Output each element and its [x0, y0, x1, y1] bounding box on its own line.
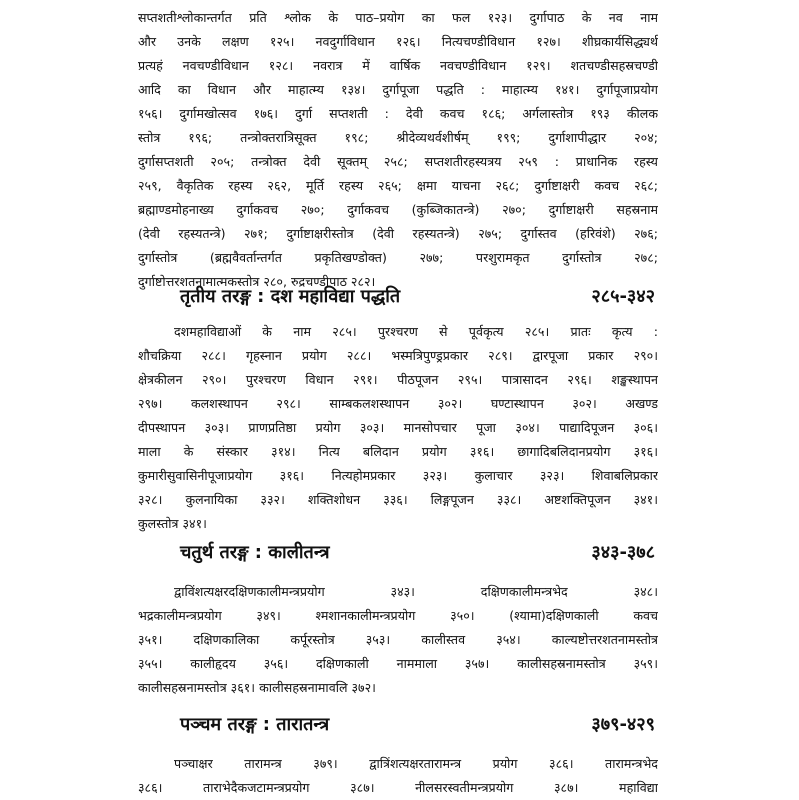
- section-heading: [180, 540, 655, 568]
- page-range: ३७९-४२९: [591, 714, 655, 735]
- text-line: द्वाविंशत्यक्षरदक्षिणकालीमन्त्रप्रयोग ३४३। दक्षिणकालीमन्त्रभेद ३४८।: [174, 584, 658, 599]
- text-line: स्तोत्र १९६; तन्त्रोक्तरात्रिसूक्त १९८; श्रीदेव्यथर्वशीर्षम् १९९; दुर्गाशापीद्धार २०४;: [138, 130, 658, 145]
- text-line: सप्तशतीश्लोकान्तर्गत प्रति श्लोक के पाठ–प्रयोग का फल १२३। दुर्गापाठ के नव नाम: [138, 10, 658, 25]
- text-line: पञ्चाक्षर तारामन्त्र ३७९। द्वात्रिंशत्यक्षरतारामन्त्र प्रयोग ३८६। तारामन्त्रभेद: [174, 756, 658, 771]
- page-range: ३४३-३७८: [591, 542, 655, 563]
- text-line: २९७। कलशस्थापन २९८। साम्बकलशस्थापन ३०२। घण्टास्थापन ३०२। अखण्ड: [138, 396, 658, 411]
- text-line: दुर्गाष्टोत्तरशतनामात्मकस्तोत्र २८०, रुद्रचण्डीपाठ २८२।: [138, 274, 376, 289]
- text-line: दशमहाविद्याओं के नाम २८५। पुरश्चरण से पूर्वकृत्य २८५। प्रातः कृत्य :: [174, 324, 658, 339]
- text-line: शौचक्रिया २८८। गृहस्नान प्रयोग २८८। भस्मत्रिपुण्ड्रप्रकार २८९। द्वारपूजा प्रकार २९०।: [138, 348, 658, 363]
- text-line: ३५५। कालीहृदय ३५६। दक्षिणकाली नाममाला ३५७। कालीसहस्रनामस्तोत्र ३५९।: [138, 656, 658, 671]
- page-range: २८५-३४२: [591, 286, 655, 307]
- section-title: पञ्चम तरङ्ग : तारातन्त्र: [180, 714, 330, 735]
- text-line: प्रत्यहं नवचण्डीविधान १२८। नवरात्र में वार्षिक नवचण्डीविधान १२९। शतचण्डीसहस्रचण्डी: [138, 58, 658, 73]
- text-line: ब्रह्माण्डमोहनाख्य दुर्गाकवच २७०; दुर्गाकवच (कुब्जिकातन्त्रे) २७०; दुर्गाष्टाक्षरी सहस्रनाम: [138, 202, 658, 217]
- text-line: दीपस्थापन ३०३। प्राणप्रतिष्ठा प्रयोग ३०३। मानसोपचार पूजा ३०४। पाद्यादिपूजन ३०६।: [138, 420, 658, 435]
- text-line: ३८६। ताराभेदैकजटामन्त्रप्रयोग ३८७। नीलसरस्वतीमन्त्रप्रयोग ३८७। महाविद्या: [138, 780, 658, 795]
- text-line: आदि का विधान और माहात्म्य १३४। दुर्गापूजा पद्धति : माहात्म्य १४१। दुर्गापूजाप्रयोग: [138, 82, 658, 97]
- text-line: कुमारीसुवासिनीपूजाप्रयोग ३१६। नित्यहोमप्रकार ३२३। कुलाचार ३२३। शिवाबलिप्रकार: [138, 468, 658, 483]
- text-line: माला के संस्कार ३१४। नित्य बलिदान प्रयोग ३१६। छागादिबलिदानप्रयोग ३१६।: [138, 444, 658, 459]
- section-4-text: [138, 580, 658, 700]
- text-line: कालीसहस्रनामस्तोत्र ३६१। कालीसहस्रनामावलि ३७२।: [138, 680, 376, 695]
- text-line: भद्रकालीमन्त्रप्रयोग ३४९। श्मशानकालीमन्त्रप्रयोग ३५०। (श्यामा)दक्षिणकाली कवच: [138, 608, 658, 623]
- section-heading: [180, 712, 655, 740]
- text-line: कुलस्तोत्र ३४१।: [138, 516, 207, 531]
- section-title: तृतीय तरङ्ग : दश महाविद्या पद्धति: [180, 286, 401, 307]
- text-line: और उनके लक्षण १२५। नवदुर्गाविधान १२६। नित्यचण्डीविधान १२७। शीघ्रकार्यसिद्ध्यर्थ: [138, 34, 658, 49]
- section-top-text: [138, 6, 658, 294]
- text-line: (देवी रहस्यतन्त्रे) २७१; दुर्गाष्टाक्षरीस्तोत्र (देवी रहस्यतन्त्रे) २७५; दुर्गास्तव (हरिवंशे) २७६;: [138, 226, 658, 241]
- text-line: २५९, वैकृतिक रहस्य २६२, मूर्ति रहस्य २६५; क्षमा याचना २६८; दुर्गाष्टाक्षरी कवच २६८;: [138, 178, 658, 193]
- section-title: चतुर्थ तरङ्ग : कालीतन्त्र: [180, 542, 330, 563]
- section-heading: [180, 284, 655, 312]
- section-3-text: [138, 320, 658, 536]
- text-line: दुर्गास्तोत्र (ब्रह्मवैवर्तान्तर्गत प्रकृतिखण्डोक्त) २७७; परशुरामकृत दुर्गास्तोत्र २७८;: [138, 250, 658, 265]
- text-line: ३५१। दक्षिणकालिका कर्पूरस्तोत्र ३५३। कालीस्तव ३५४। काल्यष्टोत्तरशतनामस्तोत्र: [138, 632, 658, 647]
- text-line: क्षेत्रकीलन २९०। पुरश्चरण विधान २९१। पीठपूजन २९५। पात्रासादन २९६। शङ्खस्थापन: [138, 372, 658, 387]
- text-line: १५६। दुर्गामखोत्सव १७६। दुर्गा सप्तशती : देवी कवच १८६; अर्गलास्तोत्र १९३ कीलक: [138, 106, 658, 121]
- section-5-text: [138, 752, 658, 800]
- text-line: ३२८। कुलनायिका ३३२। शक्तिशोधन ३३६। लिङ्गपूजन ३३८। अष्टशक्तिपूजन ३४१।: [138, 492, 658, 507]
- text-line: दुर्गासप्तशती २०५; तन्त्रोक्त देवी सूक्तम् २५८; सप्तशतीरहस्यत्रय २५९ : प्राधानिक रहस्य: [138, 154, 658, 169]
